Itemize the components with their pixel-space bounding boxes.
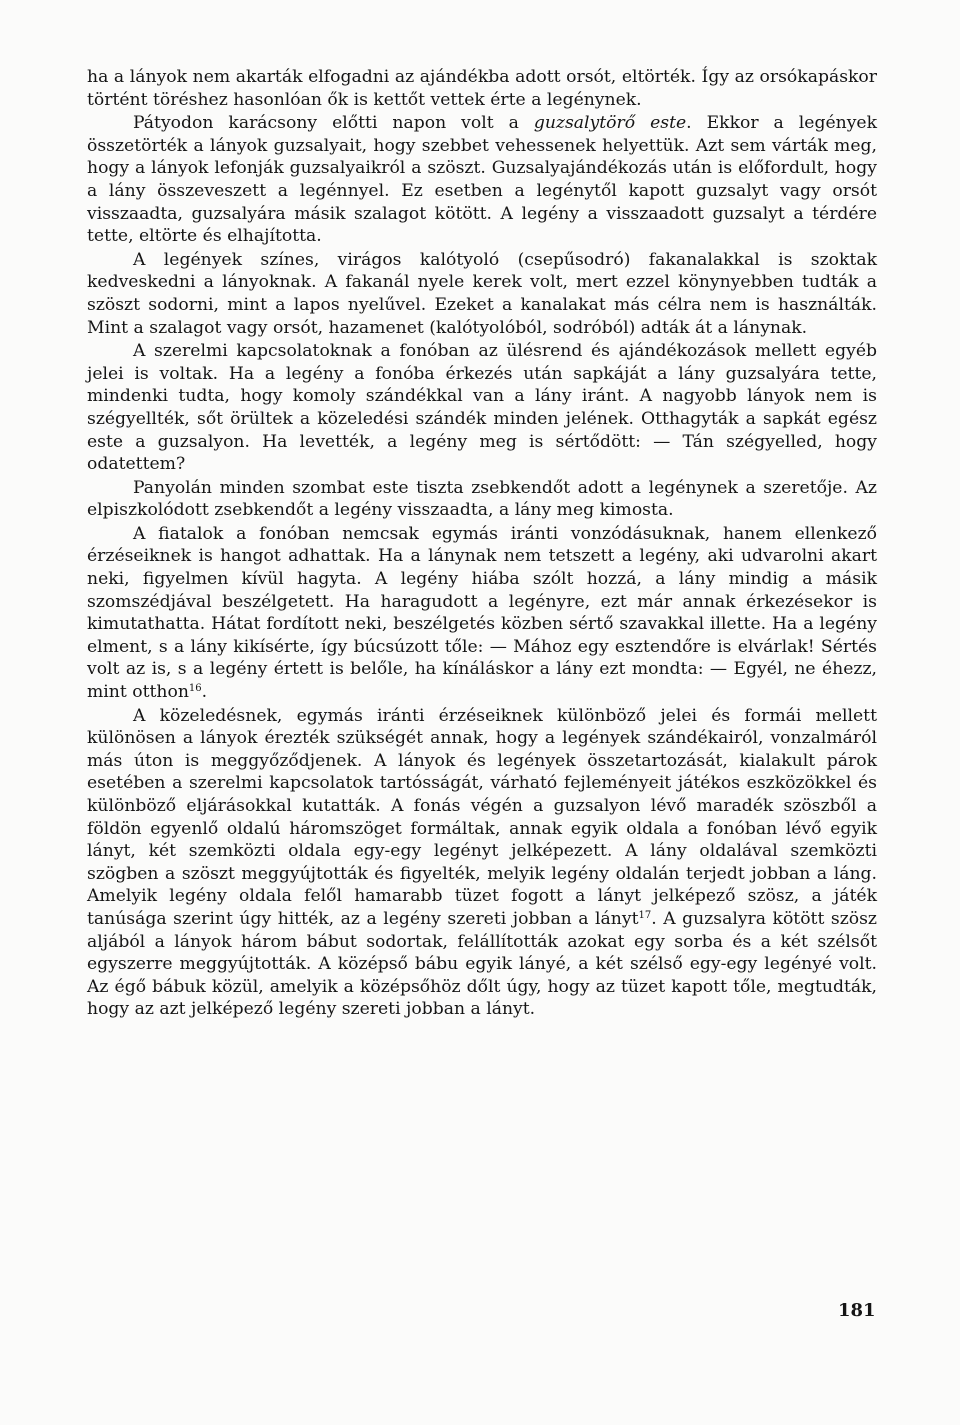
text-run: Pátyodon karácsony előtti napon volt a [133,113,534,134]
text-run: Panyolán minden szombat este tiszta zsebkendőt adott a legénynek a szeretője. Az elpiszkolódott zsebkendőt a legény visszaadta, a lány meg kimosta. [87,477,877,521]
paragraph [87,477,877,522]
footnote-reference: 16 [188,683,202,695]
text-run: A szerelmi kapcsolatoknak a fonóban az ülésrend és ajándékozások mellett egyéb jelei is voltak. Ha a legény a fonóba érkezés után sapkáját a lány guzsalyára tette, mindenki tudta, hogy komoly szándékkal van a lány iránt. A nagyobb lányok nem is szégyellték, sőt örültek a közeledési szándék minden jelének. Otthagyták a sapkát egész este a guzsalyon. Ha levették, a legény meg is sértődött: — Tán szégyelled, hogy odatettem? [87,341,877,475]
text-run: A fiatalok a fonóban nemcsak egymás iránti vonzódásuknak, hanem ellenkező érzéseiknek is hangot adhattak. Ha a lánynak nem tetszett a legény, aki udvarolni akart neki, figyelmen kívül hagyta. A legény hiába szólt hozzá, a lány mindig a másik szomszédjával beszélgetett. Ha haragudott a legényre, ezt már annak érkezésekor is kimutathatta. Hátat fordított neki, beszélgetés közben sértő szavakkal illette. Ha a legény elment, s a lány kikísérte, így búcsúzott tőle: — Mához egy esztendőre is elvárlak! Sértés volt az is, s a legény értett is belőle, ha kínáláskor a lány ezt mondta: — Egyél, ne éhezz, mint otthon [87,523,877,703]
page-number: 181 [838,1300,876,1321]
text-run: . Ekkor a legények összetörték a lányok guzsalyait, hogy szebbet vehessenek helyettük. Azt sem várták meg, hogy a lányok lefonják guzsalyaikról a szöszt. Guzsalyajándékozás után is előfordult, hogy a lány összeveszett a legénnyel. Ez esetben a legénytől kapott guzsalyt vagy orsót visszaadta, guzsalyára másik szalagot kötött. A legény a visszaadott guzsalyt a térdére tette, eltörte és elhajította. [87,113,877,247]
text-run: ha a lányok nem akarták elfogadni az ajándékba adott orsót, eltörték. Így az orsókapáskor történt töréshez hasonlóan ők is kettőt vettek érte a legénynek. [87,67,877,110]
paragraph [87,249,877,339]
paragraph [87,66,877,111]
body-text [87,66,877,1021]
paragraph [87,112,877,248]
italic-term: guzsalytörő este [533,113,687,134]
paragraph [87,523,877,704]
text-run: . [201,682,208,703]
text-run: . A guzsalyra kötött szösz aljából a lányok három bábut sodortak, felállították azokat egy sorba és a két szélsőt egyszerre meggyújtották. A középső bábu egyik lányé, a két szélső egy-egy legényé volt. Az égő bábuk közül, amelyik a középsőhöz dőlt úgy, hogy az tüzet kapott tőle, megtudták, hogy az azt jelképező legény szereti jobban a lányt. [87,908,877,1020]
paragraph [87,340,877,476]
text-run: A közeledésnek, egymás iránti érzéseiknek különböző jelei és formái mellett különösen a lányok érezték szükségét annak, hogy a legények szándékairól, vonzalmáról más úton is meggyőződjenek. A lányok és legények összetartozását, kialakult párok esetében a szerelmi kapcsolatok tartósságát, várható fejleményeit játékos eszközökkel és különböző eljárásokkal kutatták. A fonás végén a guzsalyon lévő maradék szöszből a földön egyenlő oldalú háromszöget formáltak, annak egyik oldala a fonóban lévő egyik lányt, két szemközti oldala egy-egy legényt jelképezett. A lány oldalával szemközti szögben a szöszt meggyújtották és figyelték, melyik legény oldalán terjedt jobban a láng. Amelyik legény oldala felől hamarabb tüzet fogott a lányt jelképező szösz, a játék tanúsága szerint úgy hitték, az a legény szereti jobban a lányt [87,705,877,929]
footnote-reference: 17 [638,909,652,921]
paragraph [87,705,877,1021]
text-run: A legények színes, virágos kalótyoló (csepűsodró) fakanalakkal is szoktak kedveskedni a lányoknak. A fakanál nyele kerek volt, mert ezzel könynyebben tudták a szöszt sodorni, mint a lapos nyelűvel. Ezeket a kanalakat más célra nem is használták. Mint a szalagot vagy orsót, hazamenet (kalótyolóból, sodróból) adták át a lánynak. [87,249,877,338]
